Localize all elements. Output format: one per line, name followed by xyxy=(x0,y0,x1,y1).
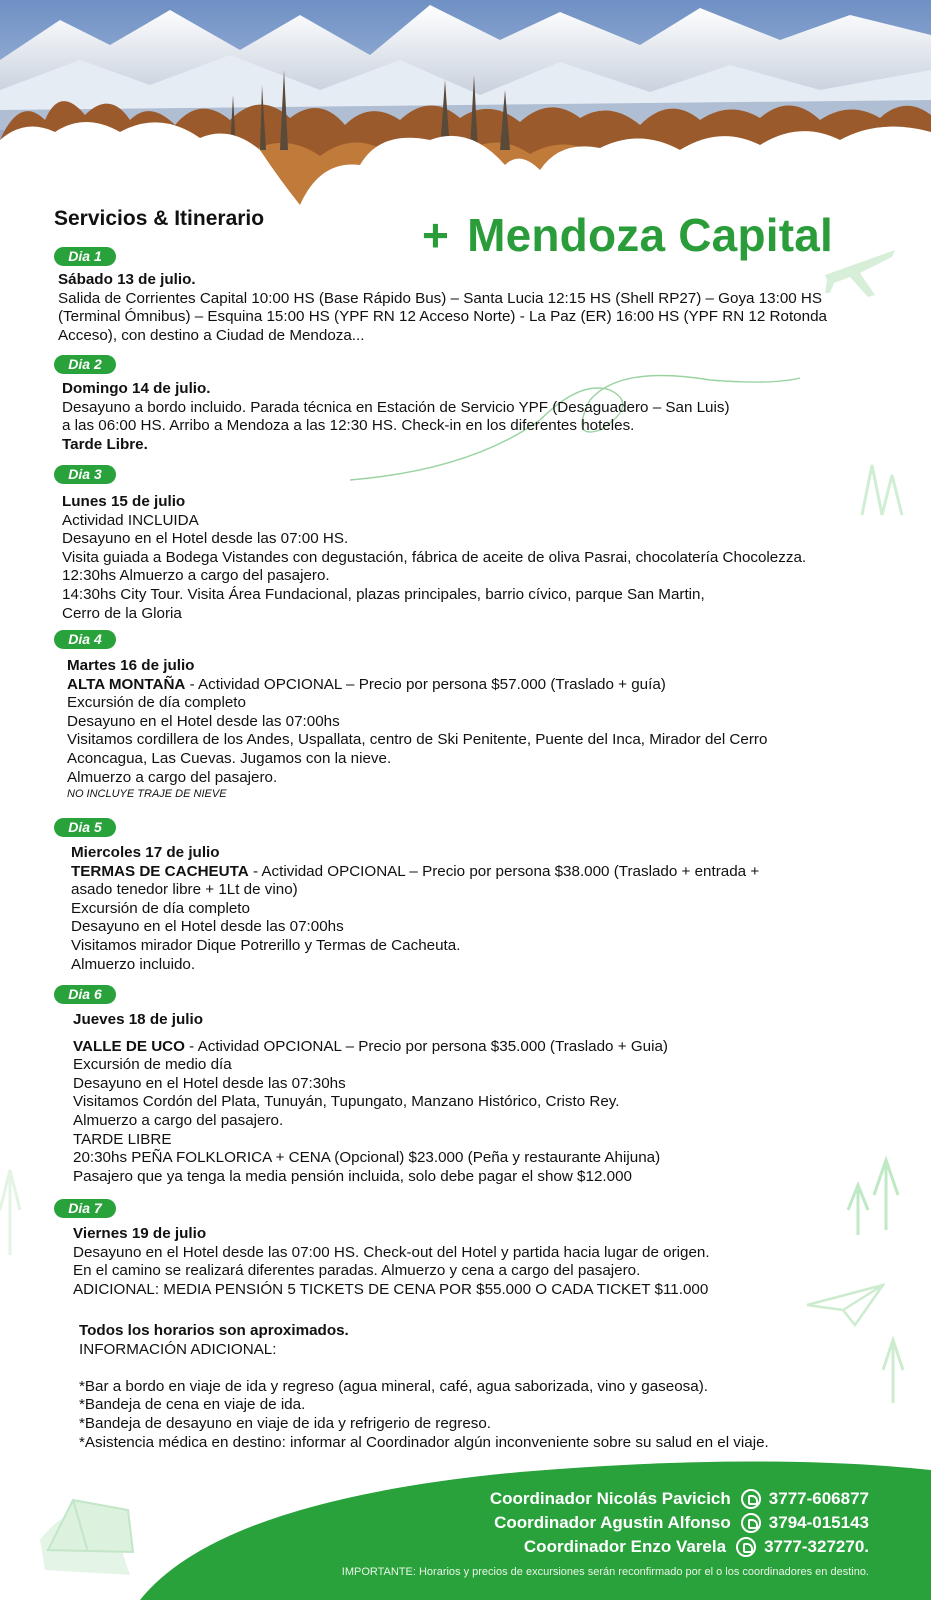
trees-doodle-icon xyxy=(852,455,907,525)
coordinator-phone[interactable]: 3777-327270. xyxy=(764,1537,869,1556)
day-5-badge: Dia 5 xyxy=(54,818,116,837)
destination-title xyxy=(422,208,833,262)
day-line: Aconcagua, Las Cuevas. Jugamos con la nieve. xyxy=(67,749,392,767)
paper-plane-icon xyxy=(805,1280,885,1330)
day-3-details xyxy=(62,493,806,623)
day-line: Visitamos Cordón del Plata, Tunuyán, Tupungato, Manzano Histórico, Cristo Rey. xyxy=(73,1093,620,1111)
day-7-details xyxy=(73,1225,710,1299)
day-line: 20:30hs PEÑA FOLKLORICA + CENA (Opcional) $23.000 (Peña y restaurante Ahijuna) xyxy=(73,1149,661,1167)
day-2-badge: Dia 2 xyxy=(54,355,116,374)
day-line: 12:30hs Almuerzo a cargo del pasajero. xyxy=(62,567,330,585)
activity-detail: - Actividad OPCIONAL – Precio por persona $35.000 (Traslado + Guia) xyxy=(184,1037,668,1055)
day-7-badge: Dia 7 xyxy=(54,1199,116,1218)
coordinator-phone[interactable]: 3794-015143 xyxy=(768,1513,869,1532)
activity-detail: - Actividad OPCIONAL – Precio por persona $57.000 (Traslado + guía) xyxy=(185,675,666,693)
day-4-details xyxy=(67,657,767,801)
day-line: Visitamos mirador Dique Potrerillo y Termas de Cacheuta. xyxy=(71,936,461,954)
day-line xyxy=(71,863,759,882)
day-6-badge: Dia 6 xyxy=(54,985,116,1004)
day-line: asado tenedor libre + 1Lt de vino) xyxy=(71,881,298,899)
notes-item: *Bandeja de desayuno en viaje de ida y refrigerio de regreso. xyxy=(79,1414,492,1432)
day-1-details xyxy=(58,271,827,345)
day-line: Desayuno en el Hotel desde las 07:00hs xyxy=(71,918,344,936)
small-tree-icon xyxy=(878,1335,908,1405)
pine-trees-icon xyxy=(838,1150,908,1240)
day-4-badge: Dia 4 xyxy=(54,630,116,649)
tent-icon xyxy=(38,1490,138,1560)
whatsapp-icon xyxy=(736,1537,756,1557)
notes-item: *Bar a bordo en viaje de ida y regreso (agua mineral, café, agua saborizada, vino y gaseosa). xyxy=(79,1377,708,1395)
day-line: En el camino se realizará diferentes paradas. Almuerzo y cena a cargo del pasajero. xyxy=(73,1262,641,1280)
day-6-details xyxy=(73,1011,668,1186)
coordinator-2 xyxy=(494,1513,869,1533)
day-date: Sábado 13 de julio. xyxy=(58,271,196,288)
day-line: Visita guiada a Bodega Vistandes con degustación, fábrica de aceite de oliva Pasrai, chocolatería Chocolezza. xyxy=(62,548,807,566)
activity-name: TERMAS DE CACHEUTA xyxy=(71,862,249,880)
destination-name: Mendoza Capital xyxy=(467,209,834,261)
day-line: Excursión de día completo xyxy=(71,899,250,917)
day-line: NO INCLUYE TRAJE DE NIEVE xyxy=(67,788,227,801)
day-line: Desayuno en el Hotel desde las 07:00 HS. xyxy=(62,530,349,548)
left-tree-icon xyxy=(0,1160,40,1260)
day-date: Domingo 14 de julio. xyxy=(62,380,211,397)
coordinator-3 xyxy=(524,1537,869,1557)
day-line: Desayuno en el Hotel desde las 07:00hs xyxy=(67,712,340,730)
day-line: Almuerzo a cargo del pasajero. xyxy=(67,768,278,786)
day-date: Lunes 15 de julio xyxy=(62,493,186,510)
day-line: Almuerzo incluido. xyxy=(71,955,196,973)
day-date: Martes 16 de julio xyxy=(67,657,195,674)
day-3-badge: Dia 3 xyxy=(54,465,116,484)
whatsapp-icon xyxy=(741,1489,761,1509)
day-line: ADICIONAL: MEDIA PENSIÓN 5 TICKETS DE CENA POR $55.000 O CADA TICKET $11.000 xyxy=(73,1280,709,1298)
additional-info xyxy=(79,1322,769,1452)
activity-name: VALLE DE UCO xyxy=(73,1037,185,1055)
day-line xyxy=(73,1038,668,1057)
day-line: Almuerzo a cargo del pasajero. xyxy=(73,1111,284,1129)
day-line: Pasajero que ya tenga la media pensión incluida, solo debe pagar el show $12.000 xyxy=(73,1167,632,1185)
day-line: Desayuno a bordo incluido. Parada técnica en Estación de Servicio YPF (Desaguadero – San Luis) xyxy=(62,398,730,416)
important-note: IMPORTANTE: Horarios y precios de excursiones serán reconfirmado por el o los coordinadores en destino. xyxy=(341,1566,869,1578)
coordinator-name: Coordinador Enzo Varela xyxy=(523,1537,727,1556)
day-line: Desayuno en el Hotel desde las 07:00 HS. Check-out del Hotel y partida hacia lugar de origen. xyxy=(73,1243,710,1261)
activity-detail: - Actividad OPCIONAL – Precio por persona $38.000 (Traslado + entrada + xyxy=(248,862,760,880)
day-line: Visitamos cordillera de los Andes, Uspallata, centro de Ski Penitente, Puente del Inca, Mirador del Cerro xyxy=(67,731,768,749)
day-2-details xyxy=(62,380,730,454)
activity-name: ALTA MONTAÑA xyxy=(67,675,186,693)
notes-item: *Bandeja de cena en viaje de ida. xyxy=(79,1396,306,1414)
coordinator-1 xyxy=(490,1489,869,1509)
plus-icon: + xyxy=(422,209,450,261)
day-line: Excursión de medio día xyxy=(73,1056,232,1074)
day-1-badge: Dia 1 xyxy=(54,247,116,266)
coordinator-name: Coordinador Nicolás Pavicich xyxy=(489,1489,731,1508)
coordinator-phone[interactable]: 3777-606877 xyxy=(768,1489,869,1508)
day-date: Tarde Libre. xyxy=(62,435,148,453)
day-line xyxy=(67,676,767,695)
day-line: Salida de Corrientes Capital 10:00 HS (Base Rápido Bus) – Santa Lucia 12:15 HS (Shell RP27) – Goya 13:00 HS xyxy=(58,289,823,307)
day-line: TARDE LIBRE xyxy=(73,1130,172,1148)
day-line: Acceso), con destino a Ciudad de Mendoza... xyxy=(58,326,365,344)
coordinator-name: Coordinador Agustin Alfonso xyxy=(494,1513,731,1532)
hero-mountain-banner xyxy=(0,0,931,240)
whatsapp-icon xyxy=(741,1513,761,1533)
day-date: Miercoles 17 de julio xyxy=(71,844,220,861)
day-line: Excursión de día completo xyxy=(67,694,246,712)
notes-subheading: INFORMACIÓN ADICIONAL: xyxy=(79,1340,277,1358)
day-line: Actividad INCLUIDA xyxy=(62,511,199,529)
day-date: Viernes 19 de julio xyxy=(73,1225,207,1242)
page-title: Servicios & Itinerario xyxy=(54,207,265,230)
notes-heading: Todos los horarios son aproximados. xyxy=(79,1322,349,1339)
day-line: (Terminal Ómnibus) – Esquina 15:00 HS (YPF RN 12 Acceso Norte) - La Paz (ER) 16:00 HS (YPF RN 12 Rotonda xyxy=(58,308,827,326)
notes-item: *Asistencia médica en destino: informar al Coordinador algún inconveniente sobre su salud en el viaje. xyxy=(79,1433,769,1451)
day-line: 14:30hs City Tour. Visita Área Fundacional, plazas principales, barrio cívico, parque San Martin, xyxy=(62,585,705,603)
day-line: Cerro de la Gloria xyxy=(62,604,182,622)
day-date: Jueves 18 de julio xyxy=(73,1011,203,1028)
day-5-details xyxy=(71,844,759,974)
day-line: Desayuno en el Hotel desde las 07:30hs xyxy=(73,1074,346,1092)
day-line: a las 06:00 HS. Arribo a Mendoza a las 12:30 HS. Check-in en los diferentes hoteles. xyxy=(62,417,635,435)
